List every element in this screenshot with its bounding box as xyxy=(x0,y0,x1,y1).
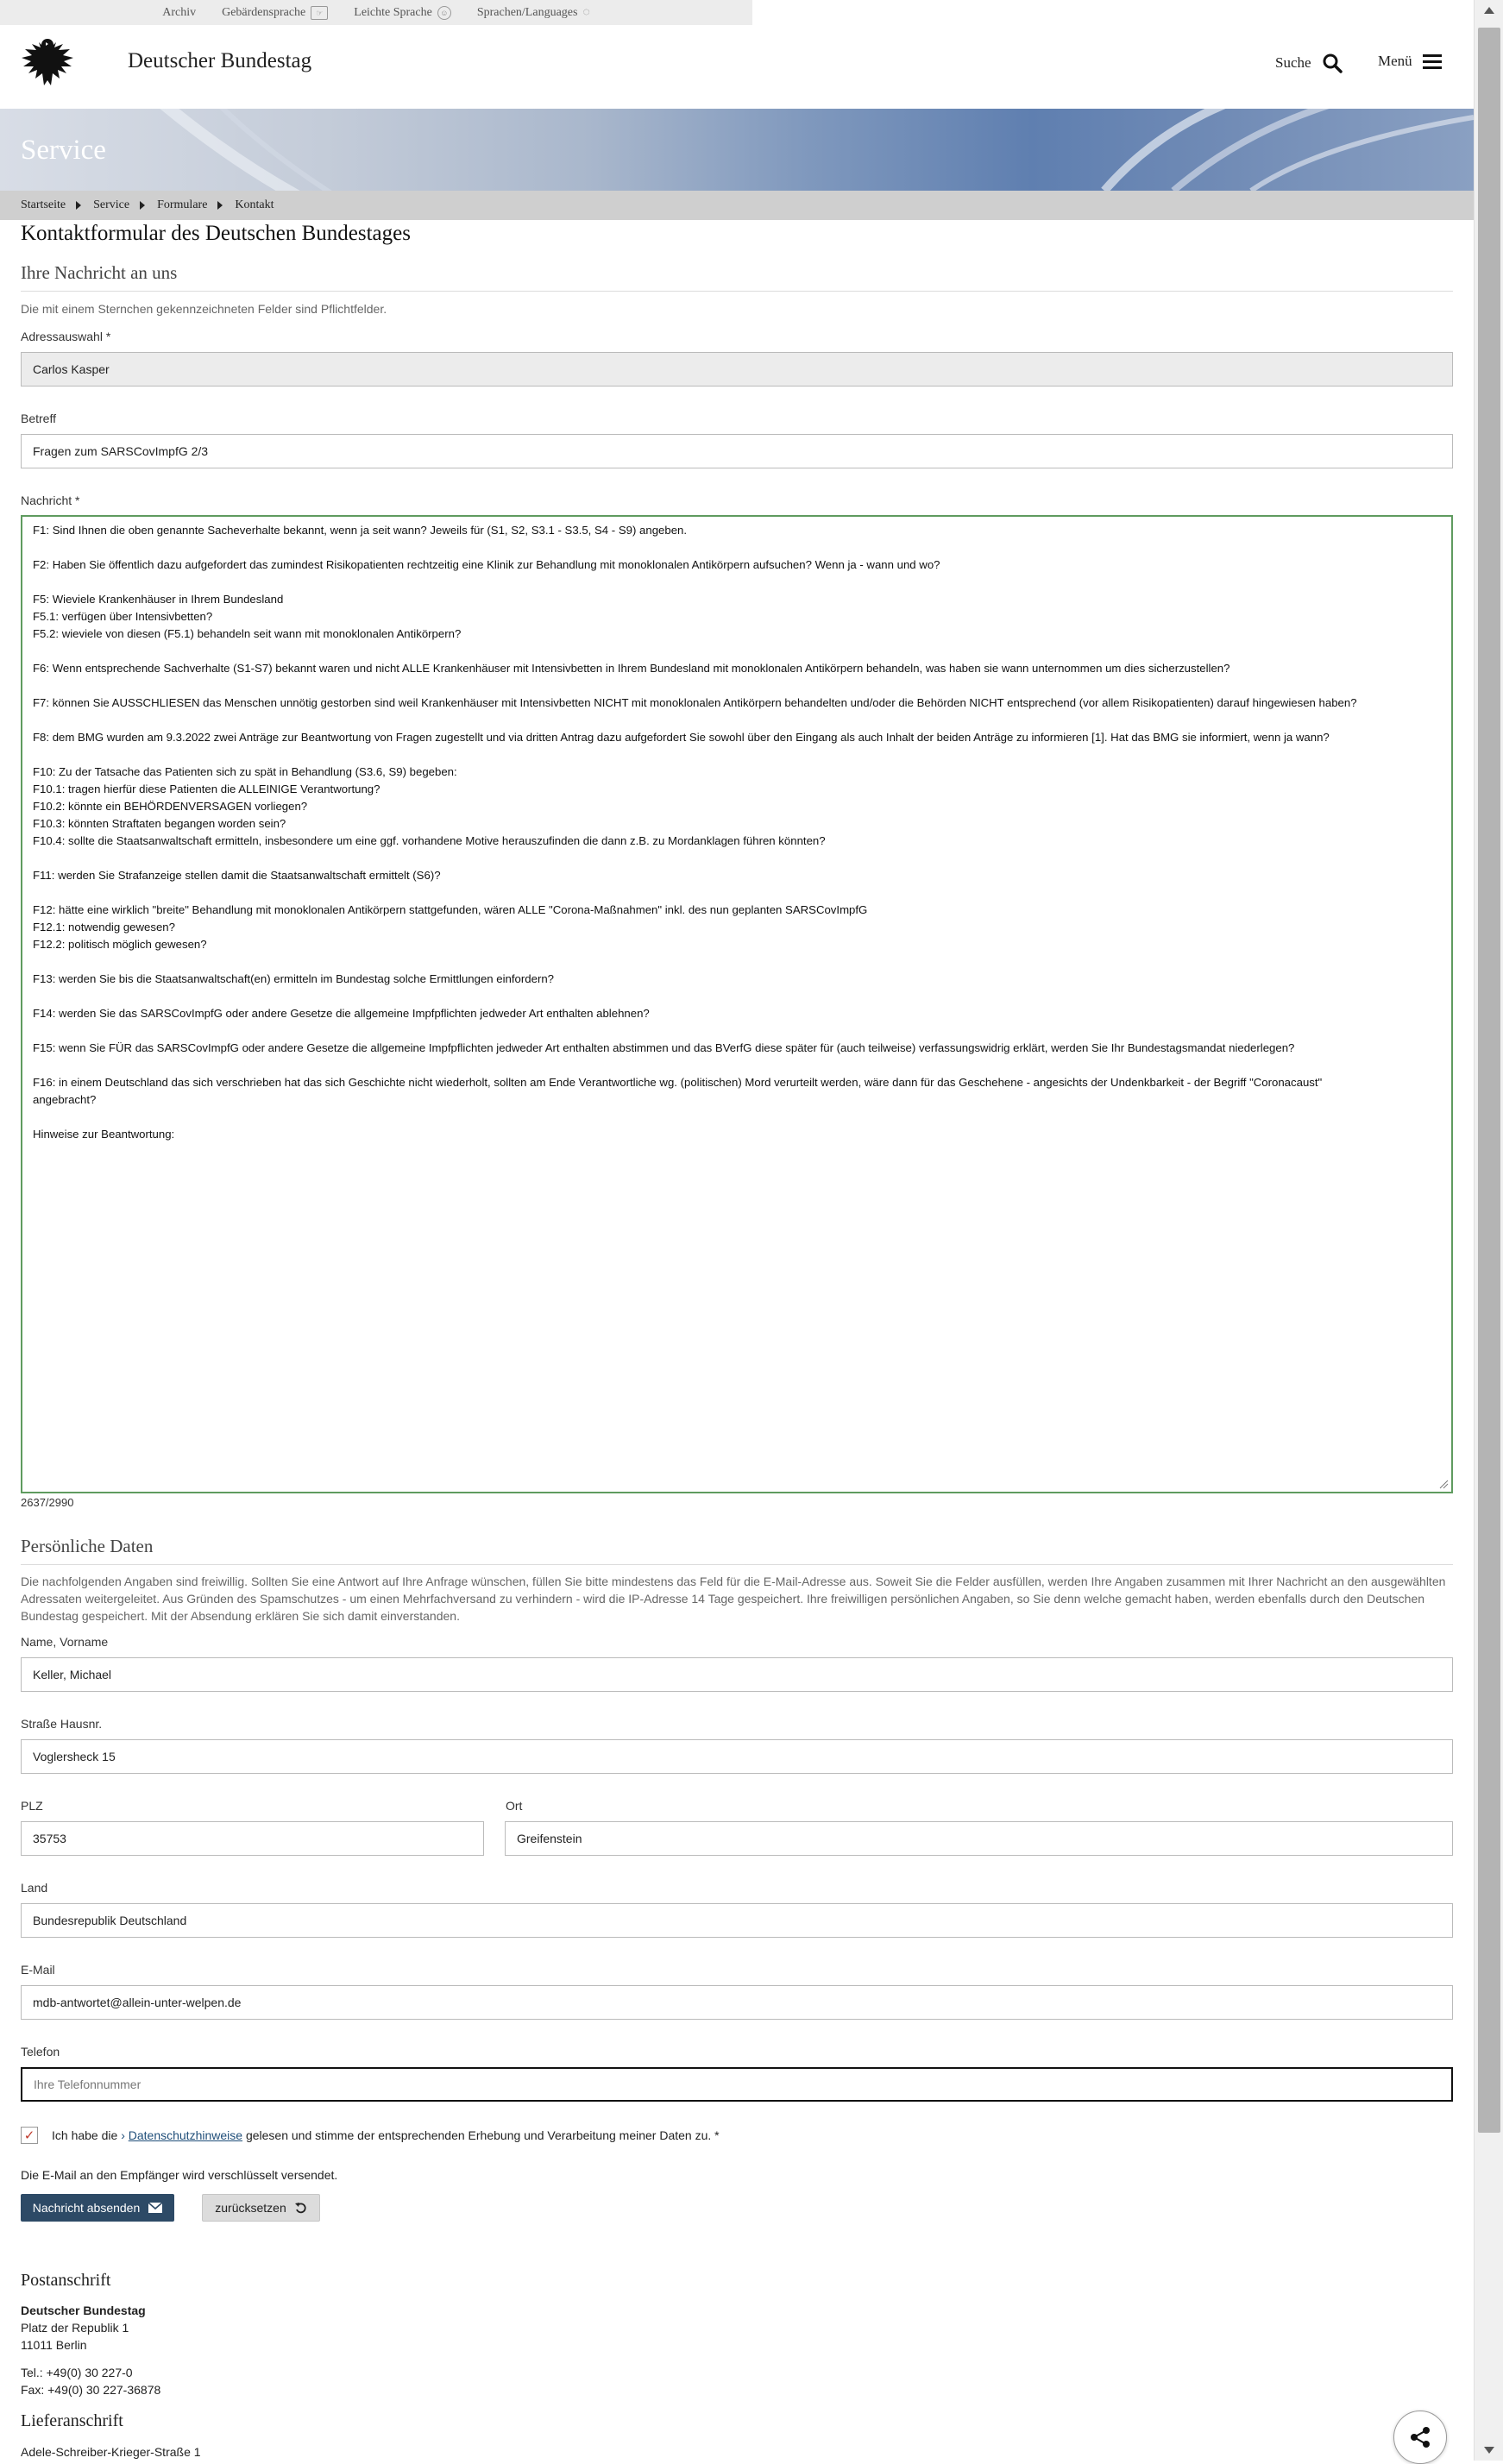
message-line: F15: wenn Sie FÜR das SARSCovImpfG oder andere Gesetze die allgemeine Impfpflichten jedweder Art enthalten abstimmen und das BVerfG diese später für (auch teilweise) verfassungswidrig erklärt, werden Sie Ihr Bundestagsmandat niederlegen? xyxy=(33,1041,1295,1054)
message-line: Hinweise zur Beantwortung: xyxy=(33,1128,175,1141)
message-line: F12.1: notwendig gewesen? xyxy=(33,921,175,933)
name-label: Name, Vorname xyxy=(21,1635,109,1649)
message-line: angebracht? xyxy=(33,1093,97,1106)
subject-label: Betreff xyxy=(21,412,56,425)
page-title: Kontaktformular des Deutschen Bundestages xyxy=(21,222,411,245)
postal-heading: Postanschrift xyxy=(21,2271,111,2290)
message-line: F13: werden Sie bis die Staatsanwaltschaft(en) ermitteln im Bundestag solche Ermittlungen einfordern? xyxy=(33,972,555,985)
message-line: F5.1: verfügen über Intensivbetten? xyxy=(33,610,213,623)
search-icon xyxy=(1322,53,1343,73)
street-input[interactable]: Voglersheck 15 xyxy=(21,1739,1453,1774)
subject-input[interactable]: Fragen zum SARSCovImpfG 2/3 xyxy=(21,434,1453,468)
envelope-icon xyxy=(148,2203,162,2213)
page-scrollbar[interactable] xyxy=(1474,0,1503,2461)
address-select[interactable]: Carlos Kasper xyxy=(21,352,1453,387)
menu-button[interactable]: Menü xyxy=(1378,53,1442,70)
message-line: F7: können Sie AUSSCHLIESEN das Menschen unnötig gestorben sind weil Krankenhäuser mit Intensivbetten NICHT mit monoklonalen Antikörpern behandelten und/oder die Behörden NICHT entsprechend (vor allem Risikopatienten) darauf hingewiesen haben? xyxy=(33,696,1357,709)
message-section-title: Ihre Nachricht an uns xyxy=(21,262,178,283)
reset-button[interactable]: zurücksetzen xyxy=(202,2194,320,2222)
country-input[interactable]: Bundesrepublik Deutschland xyxy=(21,1903,1453,1938)
delivery-address: Adele-Schreiber-Krieger-Straße 1 xyxy=(21,2445,201,2459)
city-label: Ort xyxy=(506,1799,523,1813)
message-line xyxy=(33,953,1441,971)
personal-hint: Die nachfolgenden Angaben sind freiwillig. Sollten Sie eine Antwort auf Ihre Anfrage wünschen, füllen Sie bitte mindestens das Feld für die E-Mail-Adresse aus. Soweit Sie die Felder ausfüllen, werden Ihre Angaben zusammen mit Ihrer Nachricht an den ausgewählten Adressaten weitergeleitet. Aus Gründen des Spamschutzes - um einen Mehrfachversand zu verhindern - wird die IP-Adresse 14 Tage gespeichert. Ihre freiwilligen persönlichen Angaben, so Sie denn welche gemacht haben, werden ebenfalls durch den Deutschen Bundestag gespeichert. Mit der Absendung erklären Sie sich damit einverstanden. xyxy=(21,1575,1446,1623)
globe-icon: ◌ xyxy=(582,5,590,19)
scrollbar-thumb[interactable] xyxy=(1478,28,1500,2133)
zip-input[interactable]: 35753 xyxy=(21,1821,484,1856)
personal-section-title: Persönliche Daten xyxy=(21,1536,154,1556)
message-line xyxy=(33,539,1441,556)
encryption-note: Die E-Mail an den Empfänger wird verschlüsselt versendet. xyxy=(21,2168,338,2182)
message-line xyxy=(33,884,1441,902)
message-textarea[interactable] xyxy=(21,515,1453,1493)
checkmark-icon: ✓ xyxy=(23,2128,35,2143)
site-header xyxy=(0,25,1474,109)
message-line: F12.2: politisch möglich gewesen? xyxy=(33,938,207,951)
scroll-up-icon[interactable] xyxy=(1484,7,1494,14)
phone-input[interactable]: Ihre Telefonnummer xyxy=(21,2067,1453,2102)
breadcrumb-item-home[interactable]: Startseite xyxy=(21,198,66,211)
scroll-down-icon[interactable] xyxy=(1484,2447,1494,2454)
phone-label: Telefon xyxy=(21,2045,60,2059)
message-line: F10.4: sollte die Staatsanwaltschaft ermitteln, insbesondere um eine ggf. vorhandene Motive herauszufinden die dann z.B. zu Mordanklagen führen könnten? xyxy=(33,834,826,847)
message-line: F10.1: tragen hierfür diese Patienten die ALLEINIGE Verantwortung? xyxy=(33,783,380,795)
submit-button[interactable]: Nachricht absenden xyxy=(21,2194,174,2222)
chevron-right-small-icon: › xyxy=(121,2128,125,2142)
breadcrumb xyxy=(0,191,1474,220)
message-text xyxy=(33,522,1441,1143)
email-label: E-Mail xyxy=(21,1963,55,1977)
zip-label: PLZ xyxy=(21,1799,43,1813)
federal-eagle-logo[interactable] xyxy=(20,37,75,87)
sign-language-link[interactable]: Gebärdensprache ☞ xyxy=(222,6,328,20)
message-line xyxy=(33,643,1441,660)
message-line: F10.3: könnten Straftaten begangen worden sein? xyxy=(33,817,286,830)
banner-title: Service xyxy=(21,135,106,166)
chevron-right-icon xyxy=(76,201,81,210)
message-line: F5: Wieviele Krankenhäuser in Ihrem Bundesland xyxy=(33,593,284,606)
breadcrumb-item-contact: Kontakt xyxy=(235,198,274,211)
chevron-right-icon xyxy=(217,201,223,210)
message-line: F10.2: könnte ein BEHÖRDENVERSAGEN vorliegen? xyxy=(33,800,308,813)
message-line: F12: hätte eine wirklich "breite" Behandlung mit monoklonalen Antikörpern stattgefunden, wären ALLE "Corona-Maßnahmen" inkl. des nun geplanten SARSCovImpfG xyxy=(33,903,868,916)
email-input[interactable]: mdb-antwortet@allein-unter-welpen.de xyxy=(21,1985,1453,2020)
message-section-header xyxy=(21,262,1453,292)
message-label: Nachricht * xyxy=(21,493,80,507)
service-banner xyxy=(0,109,1474,191)
banner-architecture-image xyxy=(0,109,1474,191)
message-line: F6: Wenn entsprechende Sachverhalte (S1-S7) bekannt waren und nicht ALLE Krankenhäuser mit Intensivbetten in Ihrem Bundesland mit monoklonalen Antikörpern behandeln, was haben sie wann unternommen um dies sicherzustellen? xyxy=(33,662,1230,675)
message-line: F11: werden Sie Strafanzeige stellen damit die Staatsanwaltschaft ermittelt (S6)? xyxy=(33,869,441,882)
consent-text: Ich habe die › Datenschutzhinweise gelesen und stimme der entsprechenden Erhebung und Verarbeitung meiner Daten zu. * xyxy=(52,2128,720,2142)
message-line: F5.2: wieviele von diesen (F5.1) behandeln seit wann mit monoklonalen Antikörpern? xyxy=(33,627,462,640)
share-button[interactable] xyxy=(1393,2411,1447,2464)
message-line: F1: Sind Ihnen die oben genannte Sacheverhalte bekannt, wenn ja seit wann? Jeweils für (S1, S2, S3.1 - S3.5, S4 - S9) angeben. xyxy=(33,524,688,537)
sign-language-icon: ☞ xyxy=(311,6,328,20)
share-icon xyxy=(1408,2425,1432,2449)
message-line xyxy=(33,574,1441,591)
message-line xyxy=(33,1057,1441,1074)
delivery-heading: Lieferanschrift xyxy=(21,2411,123,2430)
name-input[interactable]: Keller, Michael xyxy=(21,1657,1453,1692)
privacy-link[interactable]: Datenschutzhinweise xyxy=(128,2128,243,2142)
archive-link[interactable]: Archiv xyxy=(162,5,197,19)
message-line xyxy=(33,712,1441,729)
brand-name[interactable]: Deutscher Bundestag xyxy=(128,49,312,72)
address-label: Adressauswahl * xyxy=(21,330,111,343)
message-line: F2: Haben Sie öffentlich dazu aufgefordert das zumindest Risikopatienten rechtzeitig eine Klinik zur Behandlung mit monoklonalen Antikörpern aufsuchen? Wenn ja - wann und wo? xyxy=(33,558,940,571)
consent-checkbox[interactable] xyxy=(21,2127,38,2144)
message-line: F14: werden Sie das SARSCovImpfG oder andere Gesetze die allgemeine Impfpflichten jedweder Art enthalten ablehnen? xyxy=(33,1007,650,1020)
easy-language-link[interactable]: Leichte Sprache ☺ xyxy=(354,6,451,20)
char-counter: 2637/2990 xyxy=(21,1496,74,1509)
message-line: F8: dem BMG wurden am 9.3.2022 zwei Anträge zur Beantwortung von Fragen zugestellt und via dritten Antrag dazu aufgefordert Sie sowohl über den Eingang als auch Inhalt der beiden Anträge zu informieren [1]. Hat das BMG sie informiert, wenn ja wann? xyxy=(33,731,1330,744)
chevron-right-icon xyxy=(140,201,145,210)
personal-section-header xyxy=(21,1536,1453,1565)
message-line xyxy=(33,746,1441,764)
message-line xyxy=(33,1022,1441,1040)
hamburger-icon xyxy=(1423,53,1442,70)
undo-icon xyxy=(295,2202,307,2214)
resize-handle-icon[interactable] xyxy=(1438,1479,1449,1489)
easy-language-icon: ☺ xyxy=(437,6,451,20)
breadcrumb-item-forms[interactable]: Formulare xyxy=(157,198,208,211)
message-line xyxy=(33,850,1441,867)
postal-address: Deutscher Bundestag Platz der Republik 1 11011 Berlin Tel.: +49(0) 30 227-0 Fax: +49(0) 30 227-36878 xyxy=(21,2304,161,2397)
country-label: Land xyxy=(21,1881,48,1895)
city-input[interactable]: Greifenstein xyxy=(505,1821,1453,1856)
breadcrumb-item-service[interactable]: Service xyxy=(93,198,130,211)
message-line: F16: in einem Deutschland das sich verschrieben hat das sich Geschichte nicht wiederholt, sollten am Ende Verantwortliche wg. (politischen) Mord verurteilt werden, wäre dann für das Geschehene - angesichts der Undenkbarkeit - der Begriff "Coronacaust" xyxy=(33,1076,1323,1089)
message-line xyxy=(33,988,1441,1005)
street-label: Straße Hausnr. xyxy=(21,1717,103,1731)
search-button[interactable]: Suche xyxy=(1275,53,1343,73)
message-line xyxy=(33,677,1441,695)
utility-bar xyxy=(0,0,752,25)
message-line xyxy=(33,1109,1441,1126)
message-line: F10: Zu der Tatsache das Patienten sich zu spät in Behandlung (S3.6, S9) begeben: xyxy=(33,765,457,778)
required-hint: Die mit einem Sternchen gekennzeichneten Felder sind Pflichtfelder. xyxy=(21,302,387,316)
languages-link[interactable]: Sprachen/Languages ◌ xyxy=(476,5,590,19)
